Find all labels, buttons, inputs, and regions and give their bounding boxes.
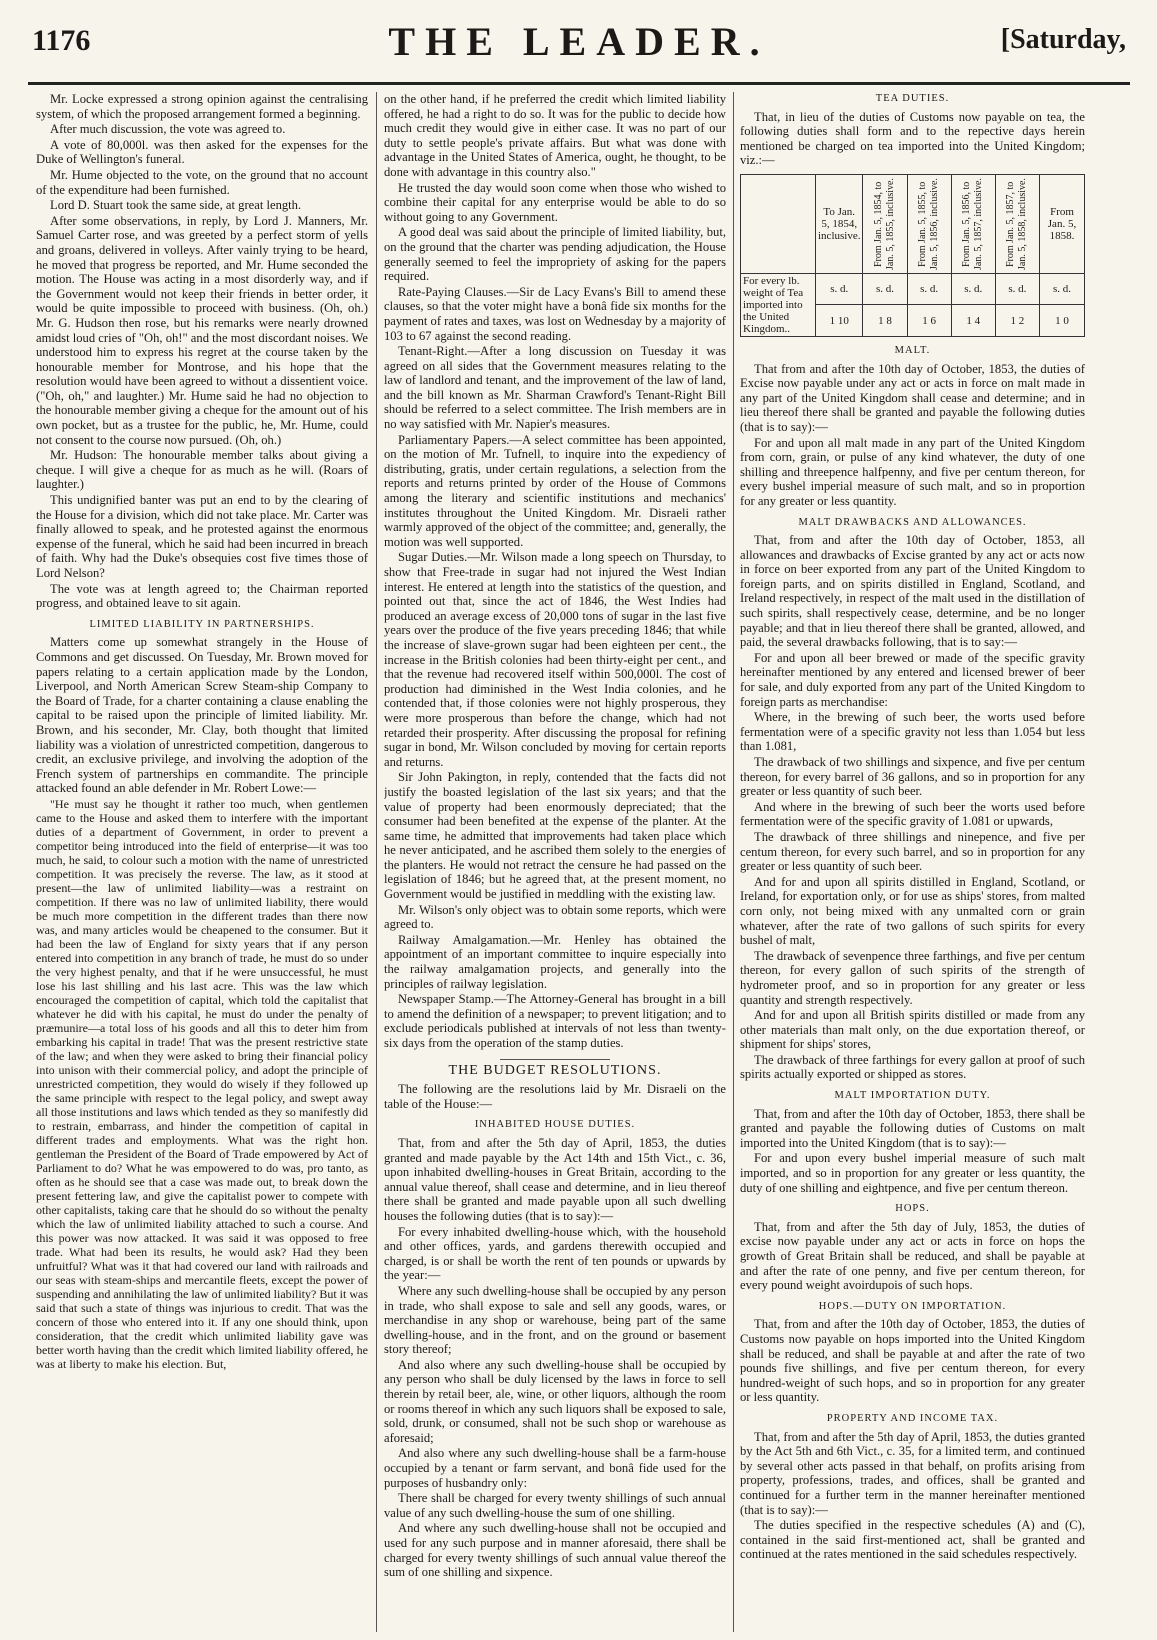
paragraph: That, from and after the 10th day of October, 1853, there shall be granted and payable the following duties of Customs on malt imported into the United Kingdom (that is to say):— [740, 1106, 1085, 1150]
paragraph: Sugar Duties.—Mr. Wilson made a long speech on Thursday, to show that Free-trade in sugar had not injured the West Indian interest. He entered at length into the statistics of the question, and pointed out that, since the act of 1846, the West Indies had produced an average excess of 20,000 tons of sugar in the last five years over the produce of the five years preceding 1846; that while the increase of slave-grown sugar had been eighteen per cent., the increase in the British colonies had been thirty-eight per cent., and that the revenue had recovered itself within 500,000l. The cost of production had diminished in the West India colonies, and he contended that, if those colonies were not highly prosperous, they were more prosperous than before the change, which had not retarded their prosperity. After discussing the proposal for refining sugar in bond, Mr. Wilson concluded by moving for certain reports and returns. [384, 550, 726, 769]
paragraph: Where any such dwelling-house shall be occupied by any person in trade, who shall expose to sale and sell any goods, wares, or merchandise in any shop or warehouse, being part of the same dwelling-house, and in the front, and on the ground or basement story thereof; [384, 1283, 726, 1357]
table-header: From Jan. 5, 1858. [1040, 174, 1085, 273]
section-heading: INHABITED HOUSE DUTIES. [474, 1119, 636, 1131]
table-unit: s. d. [907, 273, 951, 305]
paragraph: After much discussion, the vote was agreed to. [50, 122, 286, 137]
table-header: From Jan. 5, 1854, to Jan. 5, 1855, inclusive. [863, 174, 907, 273]
paragraph: Where, in the brewing of such beer, the worts used before fermentation were of a specific gravity not less than 1.054 but less than 1.081, [740, 710, 1085, 754]
paragraph: Matters come up somewhat strangely in the House of Commons and get discussed. On Tuesday, Mr. Brown moved for papers relating to a certain application made by the London, Liverpool, and North American Screw Steam-ship Company to the Board of Trade, for a charter containing a clause enabling the capital to be raised upon the principle of limited liability. Mr. Brown, and his seconder, Mr. Clay, both thought that limited liability was a violation of unrestricted competition, dangerous to credit, an exclusive privilege, and involving the adoption of the French system of partnerships en commandite. The principle attacked found an able defender in Mr. Robert Lowe:— [36, 635, 368, 796]
table-header: To Jan. 5, 1854, inclusive. [816, 174, 863, 273]
section-heading: HOPS. [895, 1203, 930, 1215]
paragraph: Rate-Paying Clauses.—Sir de Lacy Evans's Bill to amend these clauses, so that the voter might have a bonâ fide six months for the payment of rates and taxes, was lost on Wednesday by a majority of 103 to 67 against the second reading. [384, 284, 726, 343]
quoted-speech: "He must say he thought it rather too much, when gentlemen came to the House and asked them to interfere with the important duties of a department of Government, in order to prevent a competitor being introduced into the field of enterprise—it was too much, he said, to colour such a motion with the name of unrestricted competition. It was precisely the reverse. The law, as it stood at present—the law of unlimited liability—was a restraint on competition. If there was no law of unlimited liability, there would be much more competition in the different trades than there now was, and many articles would be cheapened to the consumer. But it had been the law of England for sixty years that if any person entered into competition in any branch of trade, he must do so under the very highest penalty, and that if he were unsuccessful, he must lose his last shilling and his last acre. This was the law which encouraged the competition of capital, which told the capitalist that whatever he did with his capital, he must do under the penalty of præmunire—a total loss of his goods and all this to deter him from embarking his capital in trade! That was the present restrictive state of the law; and when they were asked to bring their financial policy into unison with their commercial policy, and adopt the principle of unrestricted competition, they would do wisely if they followed up the same principle with respect to the legal policy, and swept away all those institutions and laws which tended as they so manifestly did to restrain, embarrass, and hinder the competition of capital in different trades and employments. What was the right hon. gentleman the President of the Board of Trade empowered by Act of Parliament to do? What he was empowered to do was, pro tanto, as often as he should see that a case was made out, to break down the present fettering law, and give the capitalist power to compete with other capitalists, taking care that he should do so without the penalty which the law of unlimited liability attached to such a course. And this power was now attacked. It was said it was opposed to free trade. What had been its results, he would ask? Had they been unfruitful? What was it that had covered our land with railroads and our seas with steam-ships and mercantile fleets, except the power of suspending and annihilating the law of unlimited liability? But it was said that such a state of things was injurious to credit. That was the concern of those who entered into it. If any one should think, upon consideration, that the credit which unlimited liability gave was better worth having than the credit which limited liability offered, he was at liberty to make his election. But, [36, 796, 368, 1371]
paragraph: That, from and after the 5th day of July, 1853, the duties of excise now payable under any act or acts in force on hops the growth of Great Britain shall be reduced, and shall be payable at and after the rate of one penny, and five per centum thereon, for every pound weight avoirdupois of such hops. [740, 1219, 1085, 1293]
paragraph: The following are the resolutions laid by Mr. Disraeli on the table of the House:— [384, 1082, 726, 1111]
paragraph: After some observations, in reply, by Lord J. Manners, Mr. Samuel Carter rose, and was greeted by a perfect storm of yells and groans, delivered in volleys. After vainly trying to be heard, he moved that progress be reported, and Mr. Hume seconded the motion. The House was acting in a most disorderly way, and if the Government would not keep their friends in better order, it would be quite impossible to proceed with business. (Oh, oh.) Mr. G. Hudson then rose, but his remarks were nearly drowned amidst loud cries of "Oh, oh!" and the most discordant noises. We understood him to express his regret at the course taken by the honourable member for Montrose, and his hope that the resolution would have been agreed to without a dissentient voice. ("Oh, oh," and laughter.) Mr. Hume said he had no objection to the honourable member giving a cheque for the amount out of his own pocket, but as a trustee for the public, he, Mr. Hume, could not consent to the course now pursued. (Oh, oh.) [36, 213, 368, 447]
paragraph: Sir John Pakington, in reply, contended that the facts did not justify the boasted legislation of the last six years; and that the value of property had been enormously depreciated; that the consumer had been benefited at the expense of the planter. At the same time, he admitted that improvements had taken place which he never anticipated, and he ascribed them solely to the energies of the planters. He would not retract the censure he had passed on the legislation of 1846; but he agreed that, at the present moment, no Government would be justified in meddling with the existing law. [384, 770, 726, 902]
table-cell: 1 6 [907, 305, 951, 337]
paragraph: There shall be charged for every twenty shillings of such annual value of any such dwelling-house the sum of one shilling. [384, 1491, 726, 1520]
paragraph: A vote of 80,000l. was then asked for the expenses for the Duke of Wellington's funeral. [36, 137, 368, 167]
table-row [741, 273, 1085, 305]
paragraph: Mr. Hume objected to the vote, on the ground that no account of the expenditure had been furnished. [36, 167, 368, 197]
table-unit: s. d. [951, 273, 995, 305]
paragraph: That, from and after the 10th day of October, 1853, all allowances and drawbacks of Excise granted by any act or acts now in force on beer exported from any part of the United Kingdom to foreign parts, and on spirits distilled in England, Scotland, and Ireland respectively, in respect of the malt used in the distillation of such spirits, shall respectively cease, determine, and be no longer payable; and that in lieu thereof there shall be granted, allowed, and paid, the several drawbacks following, that is to say:— [740, 533, 1085, 650]
paragraph: The drawback of three farthings for every gallon at proof of such spirits actually exported or shipped as stores. [740, 1052, 1085, 1082]
paragraph: For and upon all malt made in any part of the United Kingdom from corn, grain, or pulse of any kind whatever, the duty of one shilling and threepence halfpenny, and five per centum thereon, for every bushel imperial measure of such malt, and so in proportion for any greater or less quantity. [740, 435, 1085, 508]
paragraph: And for and upon all spirits distilled in England, Scotland, or Ireland, for exportation only, or for use as ships' stores, from malted corn only, not being mixed with any unmalted corn or grain whatever, after the rate of two gallons of such spirits for every bushel of malt, [740, 874, 1085, 948]
section-heading: HOPS.—DUTY ON IMPORTATION. [818, 1300, 1007, 1312]
paragraph: That, from and after the 5th day of April, 1853, the duties granted by the Act 5th and 6th Vict., c. 35, for a limited term, and continued by several other acts passed in that behalf, on profits arising from property, professions, trades, and offices, shall be granted and continued for a further term in the manner hereinafter mentioned (that is to say):— [740, 1429, 1085, 1517]
paragraph: Lord D. Stuart took the same side, at great length. [50, 198, 302, 213]
tea-duties-table [740, 174, 1085, 337]
column-divider [376, 92, 377, 1632]
paragraph: The drawback of two shillings and sixpence, and five per centum thereon, for every barrel of 36 gallons, and so in proportion for any greater or less quantity of such beer. [740, 755, 1085, 799]
table-row-label: For every lb. weight of Tea imported into the United Kingdom.. [741, 273, 816, 336]
paragraph: And for and upon all British spirits distilled or made from any other materials than malt only, on the due exportation thereof, or shipment for ships' stores, [740, 1008, 1085, 1052]
table-cell: 1 10 [816, 305, 863, 337]
paragraph: Tenant-Right.—After a long discussion on Tuesday it was agreed on all sides that the Government measures relating to the law of landlord and tenant, and the improvement of the law of land, and the bill known as Mr. Sharman Crawford's Tenant-Right Bill should be referred to a select committee. The Irish members are in no way satisfied with Mr. Napier's measures. [384, 344, 726, 432]
paragraph: Parliamentary Papers.—A select committee has been appointed, on the motion of Mr. Tufnell, to inquire into the expediency of distributing, gratis, under certain regulations, a selection from the reports and returns printed by order of the House of Commons among the literary and scientific institutions and mechanics' institutes throughout the United Kingdom. Mr. Disraeli rather warmly approved of the object of the committee; and, generally, the motion was well supported. [384, 432, 726, 549]
table-corner [741, 174, 816, 273]
section-heading: MALT IMPORTATION DUTY. [834, 1090, 991, 1102]
table-unit: s. d. [995, 273, 1039, 305]
column-3 [740, 92, 1085, 1632]
paragraph: The duties specified in the respective schedules (A) and (C), contained in the said first-mentioned act, shall be granted and continued at the rates mentioned in the said schedules respectively. [740, 1518, 1085, 1562]
paragraph: Mr. Hudson: The honourable member talks about giving a cheque. I will give a cheque for as much as he will. (Roars of laughter.) [36, 448, 368, 492]
paragraph: That, from and after the 10th day of October, 1853, the duties of Customs now payable on hops imported into the United Kingdom shall be reduced, and shall be payable at and after the rate of two pounds five shillings, and five per centum thereon, for every hundred-weight of such hops, and so in proportion for any greater or less quantity. [740, 1317, 1085, 1405]
page-number: 1176 [32, 24, 91, 57]
paragraph: That, from and after the 5th day of April, 1853, the duties granted and made payable by the Act 14th and 15th Vict., c. 36, upon inhabited dwelling-houses in Great Britain, according to the annual value thereof, shall cease and determine, and in lieu thereof there shall be granted and made payable upon all such dwelling houses the following duties (that is to say):— [384, 1135, 726, 1223]
paragraph: And also where any such dwelling-house shall be occupied by any person who shall be duly licensed by the laws in force to sell therein by retail beer, ale, wine, or other liquors, although the room or rooms thereof in which any such liquors shall be exposed to sale, sold, drunk, or consumed, shall not be such shop or warehouse as aforesaid; [384, 1357, 726, 1445]
table-cell: 1 4 [951, 305, 995, 337]
paragraph: That from and after the 10th day of October, 1853, the duties of Excise now payable under any act or acts in force on malt made in any part of the United Kingdom shall cease and determine; and in lieu thereof there shall be granted and payable the following duties (that is to say):— [740, 361, 1085, 434]
section-rule [500, 1059, 610, 1060]
masthead-rule [28, 82, 1130, 85]
section-heading: MALT DRAWBACKS AND ALLOWANCES. [798, 516, 1027, 528]
column-1 [36, 92, 368, 1632]
section-heading: LIMITED LIABILITY IN PARTNERSHIPS. [89, 618, 315, 630]
paragraph: on the other hand, if he preferred the credit which limited liability offered, he had a right to do so. It was for the public to decide how much credit they would give in either case. It was no part of our duty to settle people's private affairs. But what was done with advantage in the United States of America, ought, he thought, to be done with advantage in this country also." [384, 92, 726, 179]
paragraph: The drawback of three shillings and ninepence, and five per centum thereon, for every such barrel, and so in proportion for any greater or less quantity of such beer. [740, 829, 1085, 874]
masthead [28, 18, 1130, 74]
section-heading: PROPERTY AND INCOME TAX. [826, 1412, 999, 1424]
issue-day: [Saturday, [1000, 24, 1126, 55]
paragraph: The vote was at length agreed to; the Chairman reported progress, and obtained leave to sit again. [36, 581, 368, 611]
paragraph: He trusted the day would soon come when those who wished to combine their capital for any enterprise would be able to do so without going to any Government. [384, 180, 726, 224]
table-unit: s. d. [1040, 273, 1085, 305]
paragraph: For and upon all beer brewed or made of the specific gravity hereinafter mentioned by any entered and licensed brewer of beer for sale, and duly exported from any part of the United Kingdom to foreign parts as merchandise: [740, 650, 1085, 709]
paragraph: Newspaper Stamp.—The Attorney-General has brought in a bill to amend the definition of a newspaper; to prevent litigation; and to exclude periodicals published at intervals of not less than twenty-six days from the operation of the stamp duties. [384, 992, 726, 1050]
section-heading: MALT. [894, 344, 931, 356]
newspaper-title: THE LEADER. [388, 19, 770, 64]
table-cell: 1 8 [863, 305, 907, 337]
table-cell: 1 0 [1040, 305, 1085, 337]
section-heading: TEA DUTIES. [875, 93, 950, 104]
paragraph: For and upon every bushel imperial measure of such malt imported, and so in proportion for any greater or less quantity, the duty of one shilling and eightpence, and five per centum thereon. [740, 1151, 1085, 1195]
paragraph: The drawback of sevenpence three farthings, and five per centum thereon, for every gallon of such spirits of the strength of hydrometer proof, and so in proportion for any greater or less quantity and strength respectively. [740, 948, 1085, 1007]
table-unit: s. d. [816, 273, 863, 305]
table-header: From Jan. 5, 1857, to Jan. 5, 1858, inclusive. [995, 174, 1039, 273]
table-unit: s. d. [863, 273, 907, 305]
paragraph: This undignified banter was put an end to by the clearing of the House for a division, which did not take place. Mr. Carter was finally allowed to speak, and he protested against the enormous expense of the funeral, which he said had been incurred in breach of faith. Why had the Duke's obsequies cost five times those of Lord Nelson? [36, 493, 368, 580]
table-header: From Jan. 5, 1855, to Jan. 5, 1856, inclusive. [907, 174, 951, 273]
paragraph: And also where any such dwelling-house shall be a farm-house occupied by a tenant or farm servant, and bonâ fide used for the purposes of husbandry only: [384, 1446, 726, 1490]
paragraph: Mr. Locke expressed a strong opinion against the centralising system, of which the proposed arrangement formed a beginning. [36, 92, 368, 121]
budget-heading: THE BUDGET RESOLUTIONS. [448, 1062, 662, 1078]
paragraph: A good deal was said about the principle of limited liability, but, on the ground that the charter was pending adjudication, the House generally seemed to feel the impropriety of asking for the papers required. [384, 225, 726, 284]
column-2 [384, 92, 726, 1632]
paragraph: Mr. Wilson's only object was to obtain some reports, which were agreed to. [384, 902, 726, 932]
paragraph: That, in lieu of the duties of Customs now payable on tea, the following duties shall form and to the repective days herein mentioned be charged on tea imported into the United Kingdom; viz.:— [740, 109, 1085, 168]
table-header-row [741, 174, 1085, 273]
paragraph: And where any such dwelling-house shall not be occupied and used for any such purpose and in manner aforesaid, there shall be charged for every twenty shillings of such annual value thereof the sum of one shilling and sixpence. [384, 1521, 726, 1580]
paragraph: For every inhabited dwelling-house which, with the household and other offices, yards, and gardens therewith occupied and charged, is or shall be worth the rent of ten pounds or upwards by the year:— [384, 1224, 726, 1283]
table-cell: 1 2 [995, 305, 1039, 337]
column-divider [733, 92, 734, 1632]
paragraph: Railway Amalgamation.—Mr. Henley has obtained the appointment of an important committee to inquire especially into the railway amalgamation projects, and generally into the principles of railway legislation. [384, 932, 726, 991]
paragraph: And where in the brewing of such beer the worts used before fermentation were of the specific gravity of 1.081 or upwards, [740, 799, 1085, 829]
table-header: From Jan. 5, 1856, to Jan. 5, 1857, inclusive. [951, 174, 995, 273]
